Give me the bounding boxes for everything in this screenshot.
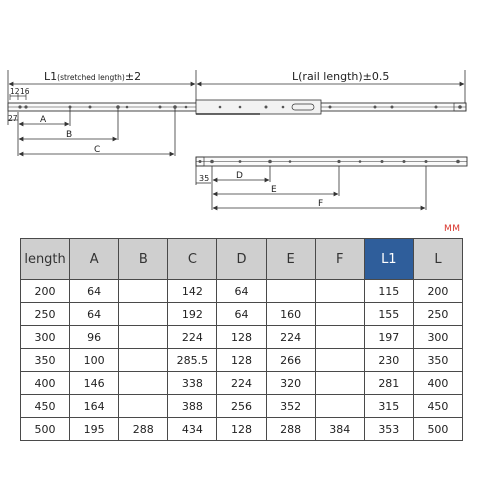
table-cell: 96 <box>70 326 119 349</box>
table-cell: 250 <box>413 303 462 326</box>
dim-35: 35 <box>199 174 210 183</box>
table-cell: 400 <box>21 372 70 395</box>
table-cell: 224 <box>217 372 266 395</box>
extended-rail <box>8 100 466 114</box>
column-header: length <box>21 239 70 280</box>
dim-a: A <box>40 115 47 125</box>
column-header: L1 <box>364 239 413 280</box>
table-cell <box>315 280 364 303</box>
table-body <box>21 280 463 441</box>
table-cell <box>119 303 168 326</box>
table-cell <box>119 280 168 303</box>
dim-d: D <box>236 171 243 181</box>
table-cell <box>315 349 364 372</box>
table-cell: 250 <box>21 303 70 326</box>
table-cell: 64 <box>70 303 119 326</box>
table-cell: 350 <box>21 349 70 372</box>
table-cell: 146 <box>70 372 119 395</box>
table-cell <box>119 349 168 372</box>
table-cell <box>266 280 315 303</box>
drawer-slide-drawing <box>0 0 480 230</box>
table-cell: 315 <box>364 395 413 418</box>
column-header: B <box>119 239 168 280</box>
table-cell: 500 <box>21 418 70 441</box>
table-cell: 192 <box>168 303 217 326</box>
table-cell: 64 <box>70 280 119 303</box>
table-cell: 224 <box>266 326 315 349</box>
table-cell: 338 <box>168 372 217 395</box>
table-cell: 350 <box>413 349 462 372</box>
table-cell: 64 <box>217 280 266 303</box>
dimension-table <box>20 238 463 441</box>
table-cell: 224 <box>168 326 217 349</box>
table-cell: 200 <box>413 280 462 303</box>
table-cell: 155 <box>364 303 413 326</box>
table-cell: 281 <box>364 372 413 395</box>
table-row <box>21 418 463 441</box>
table-header-row <box>21 239 463 280</box>
table-cell: 300 <box>413 326 462 349</box>
table-row <box>21 326 463 349</box>
table-cell: 230 <box>364 349 413 372</box>
table-cell: 195 <box>70 418 119 441</box>
dim-c: C <box>94 145 101 155</box>
table-cell: 164 <box>70 395 119 418</box>
table-row <box>21 372 463 395</box>
table-cell: 266 <box>266 349 315 372</box>
table-cell: 64 <box>217 303 266 326</box>
table-cell: 288 <box>119 418 168 441</box>
table-cell: 115 <box>364 280 413 303</box>
table-cell <box>315 372 364 395</box>
table-cell: 320 <box>266 372 315 395</box>
table-row <box>21 395 463 418</box>
table-cell: 450 <box>21 395 70 418</box>
l-dimension-label: L(rail length)±0.5 <box>292 70 390 83</box>
table-cell: 352 <box>266 395 315 418</box>
column-header: L <box>413 239 462 280</box>
table-cell <box>119 395 168 418</box>
table-cell: 450 <box>413 395 462 418</box>
table-row <box>21 303 463 326</box>
table-cell: 128 <box>217 349 266 372</box>
table-cell: 288 <box>266 418 315 441</box>
table-cell <box>315 326 364 349</box>
table-cell: 353 <box>364 418 413 441</box>
table-cell: 256 <box>217 395 266 418</box>
table-cell: 128 <box>217 418 266 441</box>
table-cell: 197 <box>364 326 413 349</box>
table-cell: 160 <box>266 303 315 326</box>
dim-16: 16 <box>20 87 30 96</box>
column-header: E <box>266 239 315 280</box>
l1-dimension-label: L1(stretched length)±2 <box>44 70 142 83</box>
column-header: C <box>168 239 217 280</box>
dim-f: F <box>318 199 324 209</box>
table-row <box>21 280 463 303</box>
table-cell: 100 <box>70 349 119 372</box>
table-cell <box>315 303 364 326</box>
table-cell: 200 <box>21 280 70 303</box>
table-cell: 285.5 <box>168 349 217 372</box>
def-dimensions <box>196 166 426 210</box>
dim-12: 12 <box>10 87 20 96</box>
table-cell: 500 <box>413 418 462 441</box>
column-header: A <box>70 239 119 280</box>
column-header: D <box>217 239 266 280</box>
table-cell: 128 <box>217 326 266 349</box>
dim-e: E <box>271 185 277 195</box>
table-cell <box>315 395 364 418</box>
table-cell: 300 <box>21 326 70 349</box>
table-row <box>21 349 463 372</box>
table-cell <box>119 372 168 395</box>
table-cell <box>119 326 168 349</box>
unit-label: MM <box>444 224 461 234</box>
table-cell: 434 <box>168 418 217 441</box>
table-cell: 384 <box>315 418 364 441</box>
column-header: F <box>315 239 364 280</box>
table-cell: 400 <box>413 372 462 395</box>
dim-b: B <box>66 130 73 140</box>
dim-27: 27 <box>8 114 18 123</box>
table-cell: 388 <box>168 395 217 418</box>
table-cell: 142 <box>168 280 217 303</box>
